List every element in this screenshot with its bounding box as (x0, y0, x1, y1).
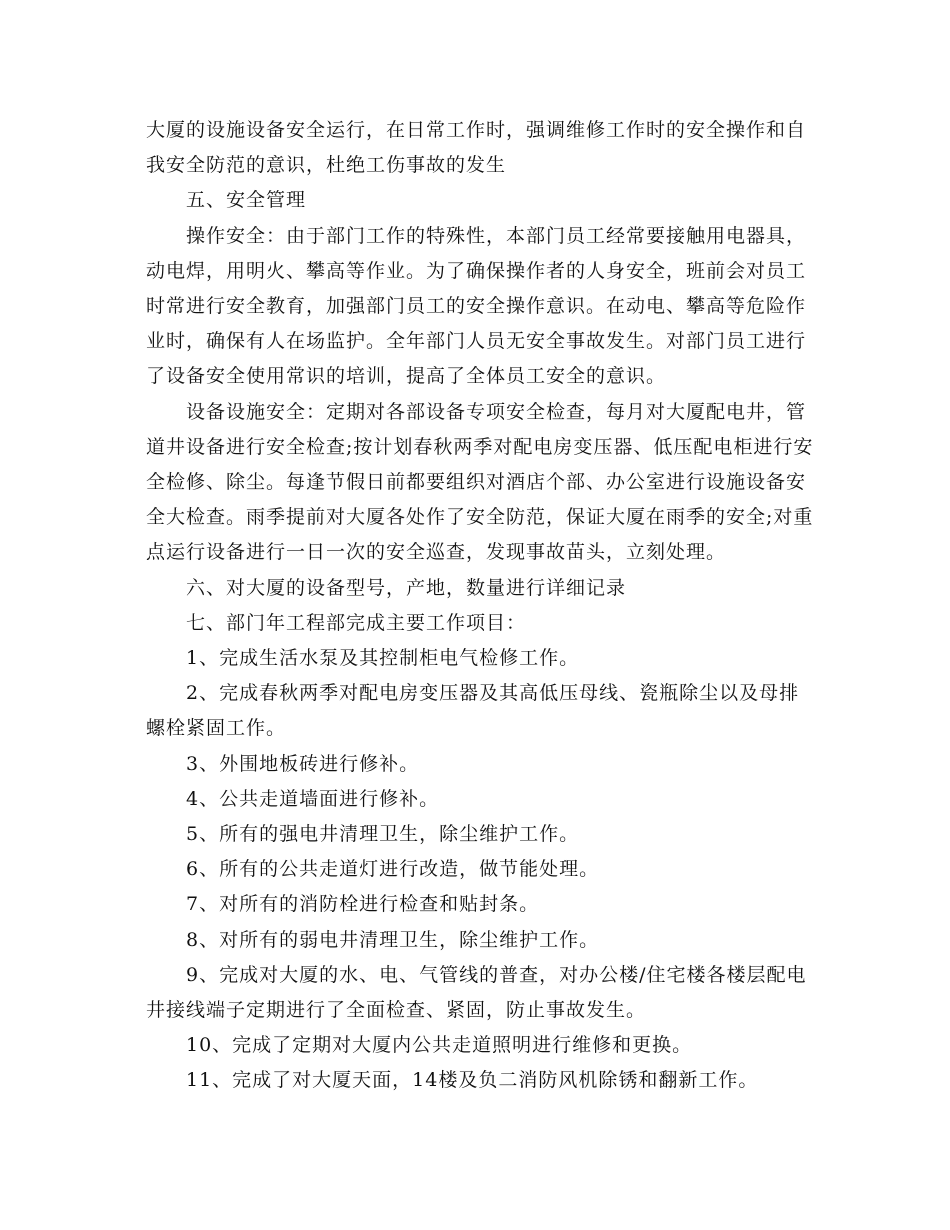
list-item: 7、对所有的消防栓进行检查和贴封条。 (186, 893, 540, 916)
section-heading-work-items: 七、部门年工程部完成主要工作项目： (186, 611, 527, 634)
body-paragraph: 操作安全：由于部门工作的特殊性，本部门员工经常要接触用电器具，动电焊，用明火、攀高等作业。为了确保操作者的人身安全，班前会对员工时常进行安全教育，加强部门员工的安全操作意识。在动电、攀高等危险作业时，确保有人在场监护。全年部门人员无安全事故发生。对部门员工进行了设备安全使用常识的培训，提高了全体员工安全的意识。 (146, 224, 807, 388)
list-item: 4、公共走道墙面进行修补。 (186, 787, 440, 810)
body-paragraph: 大厦的设施设备安全运行，在日常工作时，强调维修工作时的安全操作和自我安全防范的意识，杜绝工伤事故的发生 (146, 119, 807, 177)
section-heading-safety-management: 五、安全管理 (186, 189, 307, 212)
list-item: 1、完成生活水泵及其控制柜电气检修工作。 (186, 647, 580, 670)
list-item: 11、完成了对大厦天面，14楼及负二消防风机除锈和翻新工作。 (186, 1069, 759, 1092)
list-item: 6、所有的公共走道灯进行改造，做节能处理。 (186, 858, 600, 881)
list-item: 3、外围地板砖进行修补。 (186, 752, 420, 775)
section-heading-equipment-records: 六、对大厦的设备型号，产地，数量进行详细记录 (186, 576, 627, 599)
list-item: 9、完成对大厦的水、电、气管线的普查，对办公楼/住宅楼各楼层配电井接线端子定期进行了全面检查、紧固，防止事故发生。 (146, 963, 807, 1022)
list-item: 10、完成了定期对大厦内公共走道照明进行维修和更换。 (186, 1034, 693, 1057)
body-paragraph: 设备设施安全：定期对各部设备专项安全检查，每月对大厦配电井，管道井设备进行安全检查;按计划春秋两季对配电房变压器、低压配电柜进行安全检修、除尘。每逢节假日前都要组织对酒店个部、办公室进行设施设备安全大检查。雨季提前对大厦各处作了安全防范，保证大厦在雨季的安全;对重点运行设备进行一日一次的安全巡查，发现事故苗头，立刻处理。 (146, 400, 814, 564)
list-item: 5、所有的强电井清理卫生，除尘维护工作。 (186, 823, 580, 846)
list-item: 8、对所有的弱电井清理卫生，除尘维护工作。 (186, 928, 600, 951)
list-item: 2、完成春秋两季对配电房变压器及其高低压母线、瓷瓶除尘以及母排螺栓紧固工作。 (146, 682, 800, 740)
